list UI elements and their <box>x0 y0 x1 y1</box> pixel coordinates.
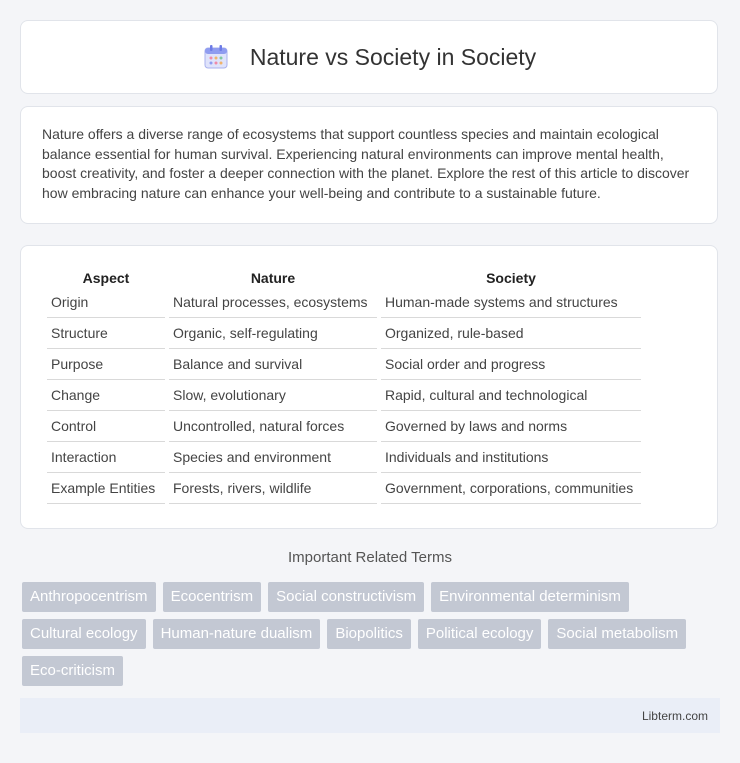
header-aspect: Aspect <box>82 270 130 286</box>
cell-nature: Species and environment <box>169 442 377 473</box>
table-row <box>47 349 641 380</box>
cell-society: Organized, rule-based <box>381 318 641 349</box>
tag-human-nature-dualism[interactable]: Human-nature dualism <box>153 619 321 649</box>
tag-anthropocentrism[interactable]: Anthropocentrism <box>22 582 156 612</box>
cell-nature: Natural processes, ecosystems <box>169 287 377 318</box>
header-card <box>20 20 718 94</box>
cell-society: Individuals and institutions <box>381 442 641 473</box>
related-terms-title: Important Related Terms <box>288 549 452 566</box>
tag-social-metabolism[interactable]: Social metabolism <box>548 619 686 649</box>
cell-aspect: Origin <box>47 287 165 318</box>
cell-society: Human-made systems and structures <box>381 287 641 318</box>
cell-aspect: Structure <box>47 318 165 349</box>
table-row <box>47 411 641 442</box>
tag-social-constructivism[interactable]: Social constructivism <box>268 582 424 612</box>
footer <box>20 698 720 733</box>
cell-aspect: Control <box>47 411 165 442</box>
cell-nature: Forests, rivers, wildlife <box>169 473 377 504</box>
cell-society: Social order and progress <box>381 349 641 380</box>
header-society: Society <box>486 270 536 286</box>
cell-society: Governed by laws and norms <box>381 411 641 442</box>
page-title: Nature vs Society in Society <box>249 43 537 70</box>
cell-aspect: Purpose <box>47 349 165 380</box>
table-row <box>47 380 641 411</box>
table-row <box>47 473 641 504</box>
tag-biopolitics[interactable]: Biopolitics <box>327 619 411 649</box>
cell-aspect: Change <box>47 380 165 411</box>
cell-nature: Balance and survival <box>169 349 377 380</box>
cell-society: Government, corporations, communities <box>381 473 641 504</box>
tag-ecocentrism[interactable]: Ecocentrism <box>163 582 262 612</box>
table-header-row <box>47 268 641 287</box>
header-nature: Nature <box>250 270 296 286</box>
table-row <box>47 442 641 473</box>
tag-cultural-ecology[interactable]: Cultural ecology <box>22 619 146 649</box>
calendar-icon <box>202 43 230 71</box>
cell-society: Rapid, cultural and technological <box>381 380 641 411</box>
footer-brand-link[interactable]: Libterm.com <box>641 708 708 723</box>
cell-aspect: Interaction <box>47 442 165 473</box>
tag-political-ecology[interactable]: Political ecology <box>418 619 542 649</box>
cell-nature: Organic, self-regulating <box>169 318 377 349</box>
intro-text: Nature offers a diverse range of ecosystems that support countless species and maintain ecological balance essential for human survival. Experiencing natural environments can improve mental health, boost creativity, and foster a deeper connection with the planet. Explore the rest of this article to discover how embracing nature can enhance your well-being and contribute to a sustainable future. <box>42 126 690 201</box>
table-row <box>47 318 641 349</box>
comparison-card <box>20 245 718 529</box>
cell-nature: Slow, evolutionary <box>169 380 377 411</box>
cell-nature: Uncontrolled, natural forces <box>169 411 377 442</box>
cell-aspect: Example Entities <box>47 473 165 504</box>
tag-eco-criticism[interactable]: Eco-criticism <box>22 656 123 686</box>
tag-environmental-determinism[interactable]: Environmental determinism <box>431 582 629 612</box>
related-terms-list <box>22 582 722 693</box>
table-row <box>47 287 641 318</box>
comparison-table <box>43 268 645 504</box>
intro-card <box>20 106 718 224</box>
